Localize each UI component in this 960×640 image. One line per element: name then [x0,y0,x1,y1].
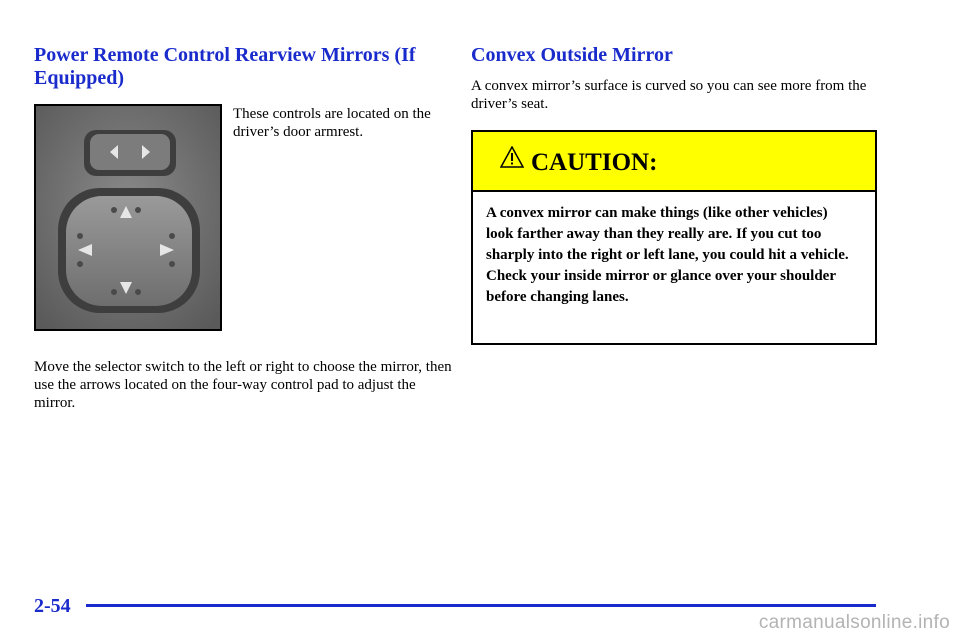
caution-header [473,132,875,192]
photo-caption: These controls are located on the driver’s door armrest. [233,106,431,140]
section-heading-convex-mirror: Convex Outside Mirror [471,44,673,66]
mirror-control-photo [34,104,222,331]
section-heading-power-mirrors: Power Remote Control Rearview Mirrors (If Equipped) [34,44,416,89]
power-mirrors-instructions: Move the selector switch to the left or right to choose the mirror, then use the arrows located on the four-way control pad to adjust the mirror. [34,359,452,411]
warning-triangle-icon [500,146,524,168]
watermark: carmanualsonline.info [758,612,950,633]
page-number: 2-54 [34,595,71,617]
caution-title: CAUTION: [531,149,658,176]
convex-mirror-description: A convex mirror’s surface is curved so you can see more from the driver’s seat. [471,78,867,112]
footer-rule [86,604,876,607]
caution-text: A convex mirror can make things (like other vehicles) look farther away than they really are. If you cut too sharply into the right or left lane, you could hit a vehicle. Check your inside mirror or glance over your shoulder before changing lanes. [486,205,849,305]
mirror-control-panel-icon [36,106,220,329]
caution-box [471,130,877,345]
